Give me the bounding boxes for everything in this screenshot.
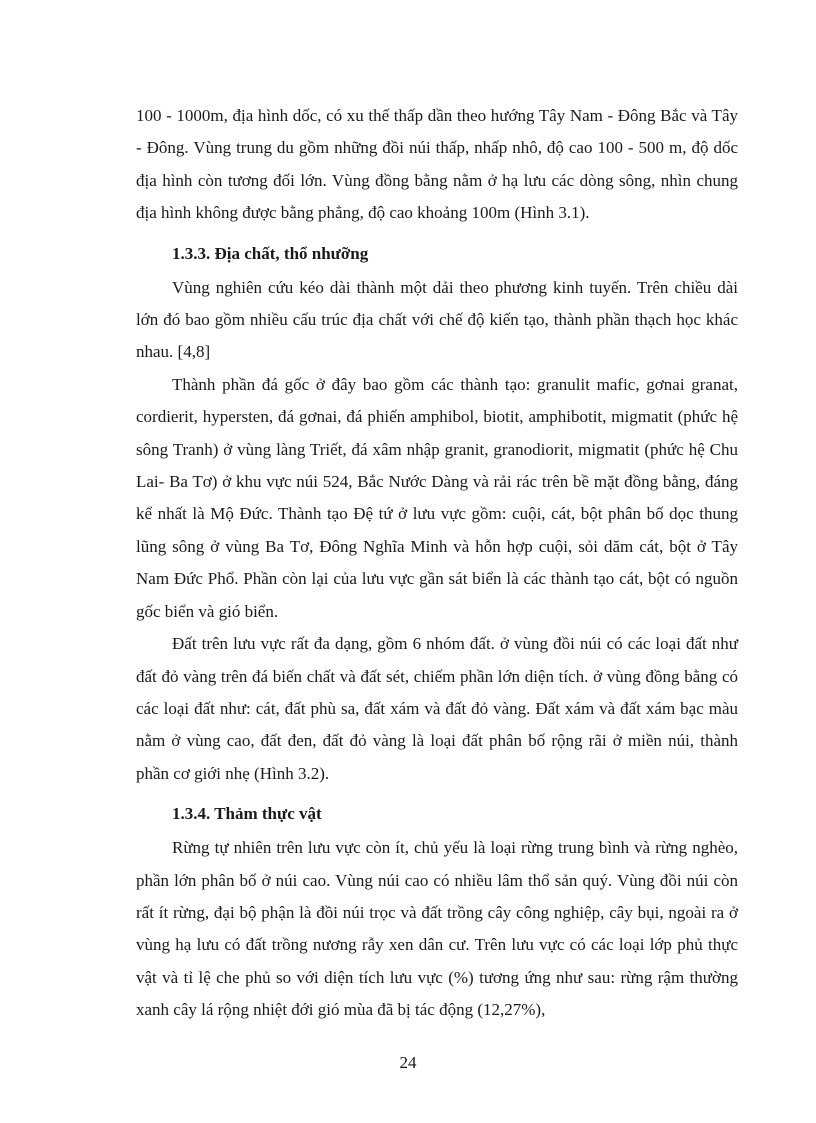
- paragraph: Vùng nghiên cứu kéo dài thành một dải theo phương kinh tuyến. Trên chiều dài lớn đó bao gồm nhiều cấu trúc địa chất với chế độ kiến tạo, thành phần thạch học khác nhau. [4,8]: [136, 277, 738, 362]
- paragraph: Đất trên lưu vực rất đa dạng, gồm 6 nhóm đất. ở vùng đồi núi có các loại đất như đất đỏ vàng trên đá biến chất và đất sét, chiếm phần lớn diện tích. ở vùng đồng bằng có các loại đất như: cát, đất phù sa, đất xám và đất đỏ vàng. Đất xám và đất xám bạc màu nằm ở vùng cao, đất đen, đất đỏ vàng là loại đất phân bố rộng rãi ở miền núi, thành phần cơ giới nhẹ (Hình 3.2).: [136, 634, 738, 783]
- section-heading: 1.3.3. Địa chất, thổ nhưỡng: [172, 243, 369, 263]
- paragraph: Thành phần đá gốc ở đây bao gồm các thành tạo: granulit mafic, gơnai granat, cordierit, hypersten, đá gơnai, đá phiến amphibol, biotit, amphibotit, migmatit (phức hệ sông Tranh) ở vùng làng Triết, đá xâm nhập granit, granodiorit, migmatit (phức hệ Chu Lai- Ba Tơ) ở khu vực núi 524, Bắc Nước Dàng và rải rác trên bề mặt đồng bằng, đáng kể nhất là Mộ Đức. Thành tạo Đệ tứ ở lưu vực gồm: cuội, cát, bột phân bố dọc thung lũng sông ở vùng Ba Tơ, Đông Nghĩa Minh và hỗn hợp cuội, sỏi dăm cát, bột ở Tây Nam Đức Phổ. Phần còn lại của lưu vực gần sát biển là các thành tạo cát, bột có nguồn gốc biển và gió biển.: [136, 374, 738, 621]
- paragraph: Rừng tự nhiên trên lưu vực còn ít, chủ yếu là loại rừng trung bình và rừng nghèo, phần lớn phân bố ở núi cao. Vùng núi cao có nhiều lâm thổ sản quý. Vùng đồi núi còn rất ít rừng, đại bộ phận là đồi núi trọc và đất trồng cây công nghiệp, cây bụi, ngoài ra ở vùng hạ lưu có đất trồng nương rẫy xen dân cư. Trên lưu vực có các loại lớp phủ thực vật và tỉ lệ che phủ so với diện tích lưu vực (%) tương ứng như sau: rừng rậm thường xanh cây lá rộng nhiệt đới gió mùa đã bị tác động (12,27%),: [136, 838, 738, 1020]
- page-number: 24: [399, 1053, 417, 1072]
- document-page: [136, 100, 738, 1027]
- section-heading: 1.3.4. Thảm thực vật: [172, 804, 322, 824]
- paragraph: 100 - 1000m, địa hình dốc, có xu thế thấp dần theo hướng Tây Nam - Đông Bắc và Tây - Đông. Vùng trung du gồm những đồi núi thấp, nhấp nhô, độ cao 100 - 500 m, độ dốc địa hình còn tương đối lớn. Vùng đồng bằng nằm ở hạ lưu các dòng sông, nhìn chung địa hình không được bằng phẳng, độ cao khoảng 100m (Hình 3.1).: [136, 106, 738, 223]
